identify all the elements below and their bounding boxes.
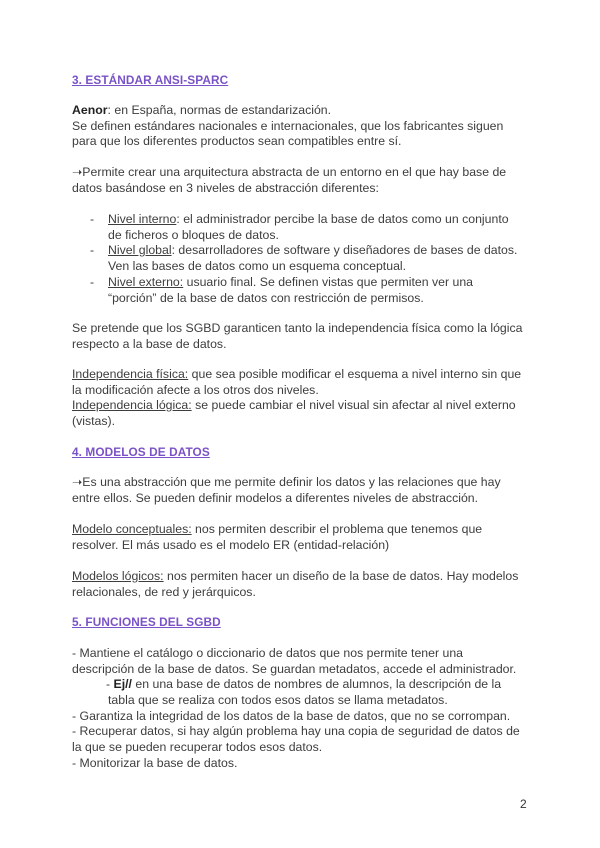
- paragraph-line: entre ellos. Se pueden definir modelos a diferentes niveles de abstracción.: [72, 491, 479, 505]
- section-3-heading: 3. ESTÁNDAR ANSI-SPARC: [72, 73, 229, 87]
- paragraph-line: resolver. El más usado es el modelo ER (entidad-relación): [72, 538, 390, 552]
- paragraph-line: ➝Es una abstracción que me permite definir los datos y las relaciones que hay: [72, 475, 501, 489]
- definition: : el administrador percibe la base de datos como un conjunto: [176, 212, 509, 226]
- term: Independencia lógica:: [72, 398, 192, 412]
- aenor-line: [72, 103, 331, 118]
- section-4-heading: 4. MODELOS DE DATOS: [72, 445, 210, 459]
- term: Nivel externo:: [108, 275, 184, 289]
- paragraph-line: ➝Permite crear una arquitectura abstracta de un entorno en el que hay base de: [72, 165, 507, 179]
- paragraph-line: relacionales, de red y jerárquicos.: [72, 585, 256, 599]
- page-number: 2: [520, 797, 527, 811]
- example-line: tabla que se realiza con todos esos datos se llama metadatos.: [108, 693, 448, 707]
- example-text: en una base de datos de nombres de alumnos, la descripción de la: [131, 677, 502, 691]
- definition: se puede cambiar el nivel visual sin afectar al nivel externo: [191, 398, 516, 412]
- paragraph-line: - Mantiene el catálogo o diccionario de datos que nos permite tener una: [72, 646, 464, 660]
- paragraph-line: (vistas).: [72, 414, 116, 428]
- definition: nos permiten hacer un diseño de la base de datos. Hay modelos: [163, 569, 519, 583]
- list-item-text: Ven las bases de datos como un esquema conceptual.: [108, 259, 407, 273]
- paragraph-line: Se pretende que los SGBD garanticen tanto la independencia física como la lógica: [72, 321, 523, 335]
- bullet-dash: -: [106, 677, 114, 691]
- conceptual-models-line: [72, 522, 482, 537]
- definition: usuario final. Se definen vistas que permiten ver una: [183, 275, 474, 289]
- physical-independence-line: [72, 367, 521, 382]
- definition: : desarrolladores de software y diseñadores de bases de datos.: [171, 243, 518, 257]
- term: Modelos lógicos:: [72, 569, 164, 583]
- term: Nivel interno: [108, 212, 177, 226]
- list-item-text: [108, 212, 509, 227]
- example-term: Ej//: [113, 677, 132, 691]
- bullet-dash: -: [90, 212, 95, 226]
- section-5-heading: 5. FUNCIONES DEL SGBD: [72, 615, 221, 629]
- paragraph-line: - Monitorizar la base de datos.: [72, 756, 238, 770]
- aenor-term: Aenor: [72, 103, 108, 117]
- bullet-dash: -: [90, 275, 95, 289]
- aenor-text: : en España, normas de estandarización.: [107, 103, 332, 117]
- paragraph-line: Se definen estándares nacionales e internacionales, que los fabricantes siguen: [72, 119, 504, 133]
- list-item-text: [108, 275, 473, 290]
- paragraph-line: la que se pueden recuperar todos esos datos.: [72, 740, 323, 754]
- example-line: [106, 677, 501, 692]
- logical-models-line: [72, 569, 518, 584]
- paragraph-line: la modificación afecte a los otros dos niveles.: [72, 383, 319, 397]
- paragraph-line: para que los diferentes productos sean compatibles entre sí.: [72, 134, 402, 148]
- logical-independence-line: [72, 398, 516, 413]
- paragraph-line: respecto a la base de datos.: [72, 337, 227, 351]
- definition: nos permiten describir el problema que tenemos que: [191, 522, 483, 536]
- list-item-text: “porción” de la base de datos con restricción de permisos.: [108, 291, 424, 305]
- bullet-dash: -: [90, 243, 95, 257]
- definition: que sea posible modificar el esquema a nivel interno sin que: [188, 367, 522, 381]
- paragraph-line: datos basándose en 3 niveles de abstracción diferentes:: [72, 181, 379, 195]
- paragraph-line: - Recuperar datos, si hay algún problema hay una copia de seguridad de datos de: [72, 724, 520, 738]
- term: Modelo conceptuales:: [72, 522, 192, 536]
- list-item-text: de ficheros o bloques de datos.: [108, 228, 279, 242]
- term: Nivel global: [108, 243, 172, 257]
- term: Independencia física:: [72, 367, 189, 381]
- list-item-text: [108, 243, 517, 258]
- paragraph-line: - Garantiza la integridad de los datos de la base de datos, que no se corrompan.: [72, 709, 511, 723]
- paragraph-line: descripción de la base de datos. Se guardan metadatos, accede el administrador.: [72, 662, 517, 676]
